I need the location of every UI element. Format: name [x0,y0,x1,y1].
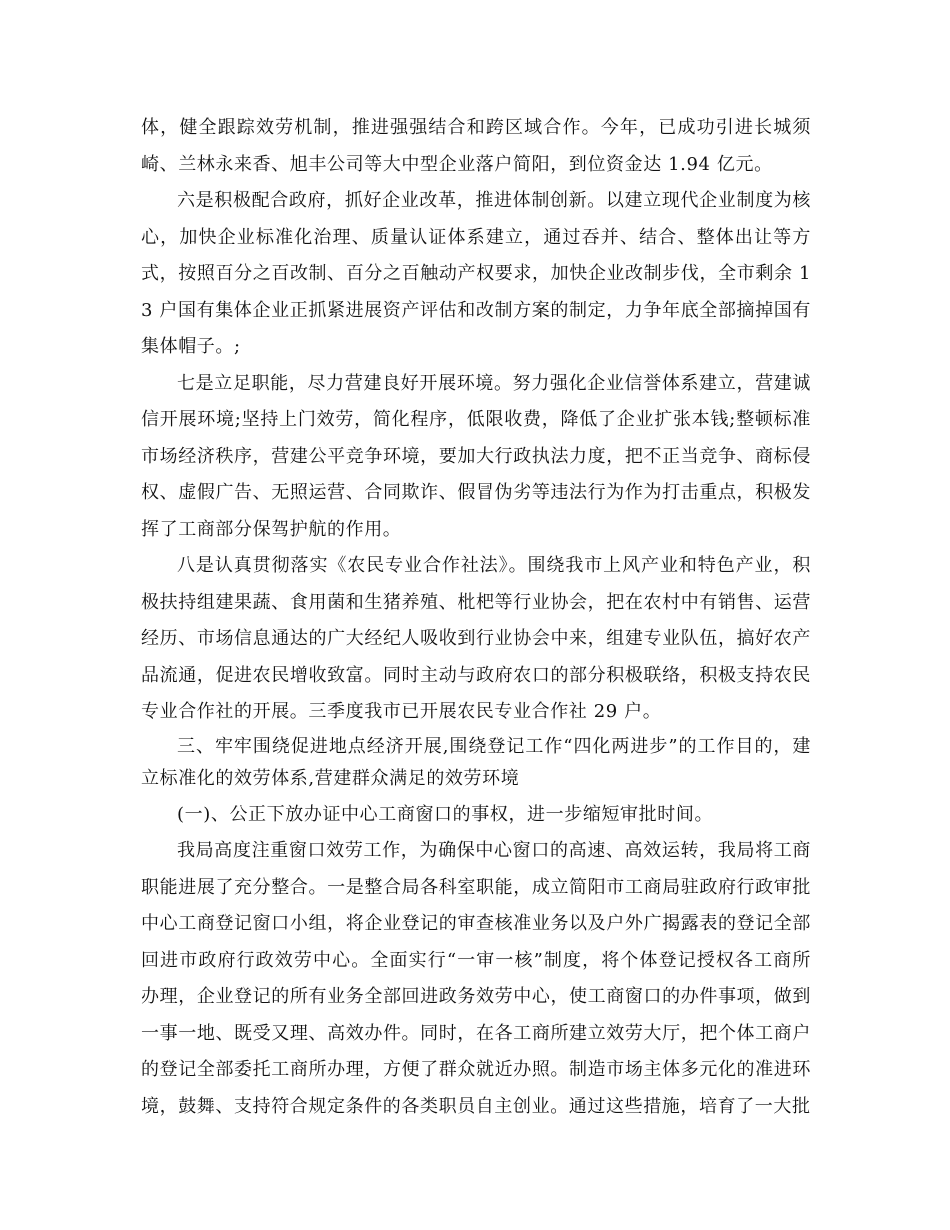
paragraph-item-seven: 七是立足职能，尽力营建良好开展环境。努力强化企业信誉体系建立，营建诚信开展环境;坚持上门效劳，简化程序，低限收费，降低了企业扩张本钱;整顿标准市场经济秩序，营建公平竞争环境，要加大行政执法力度，把不正当竞争、商标侵权、虚假广告、无照运营、合同欺诈、假冒伪劣等违法行为作为打击重点，积极发挥了工商部分保驾护航的作用。 [141,372,811,540]
document-page [141,110,811,1125]
paragraph-item-six: 六是积极配合政府，抓好企业改革，推进体制创新。以建立现代企业制度为核心，加快企业标准化治理、质量认证体系建立，通过吞并、结合、整体出让等方式，按照百分之百改制、百分之百触动产权要求，加快企业改制步伐，全市剩余 13 户国有集体企业正抓紧进展资产评估和改制方案的制定，力争年底全部摘掉国有集体帽子。; [141,190,811,357]
subsection-heading-one: (一)、公正下放办证中心工商窗口的事权，进一步缩短审批时间。 [177,803,714,825]
paragraph-continuation: 体，健全跟踪效劳机制，推进强强结合和跨区域合作。今年，已成功引进长城须崎、兰林永来香、旭丰公司等大中型企业落户简阳，到位资金达 1.94 亿元。 [141,117,811,175]
paragraph-window-service: 我局高度注重窗口效劳工作，为确保中心窗口的高速、高效运转，我局将工商职能进展了充分整合。一是整合局各科室职能，成立简阳市工商局驻政府行政审批中心工商登记窗口小组，将企业登记的审查核准业务以及户外广揭露表的登记全部回进市政府行政效劳中心。全面实行“一审一核”制度，将个体登记授权各工商所办理，企业登记的所有业务全部回进政务效劳中心，使工商窗口的办件事项，做到一事一地、既受又理、高效办件。同时，在各工商所建立效劳大厅，把个体工商户的登记全部委托工商所办理，方便了群众就近办照。制造市场主体多元化的准进环境，鼓舞、支持符合规定条件的各类职员自主创业。通过这些措施，培育了一大批 [141,840,811,1117]
paragraph-item-eight: 八是认真贯彻落实《农民专业合作社法》。围绕我市上风产业和特色产业，积极扶持组建果蔬、食用菌和生猪养殖、枇杷等行业协会，把在农村中有销售、运营经历、市场信息通达的广大经纪人吸收到行业协会中来，组建专业队伍，搞好农产品流通，促进农民增收致富。同时主动与政府农口的部分积极联络，积极支持农民专业合作社的开展。三季度我市已开展农民专业合作社 29 户。 [141,555,811,722]
section-heading-three: 三、牢牢围绕促进地点经济开展,围绕登记工作“四化两进步”的工作目的，建立标准化的效劳体系,营建群众满足的效劳环境 [141,735,811,789]
